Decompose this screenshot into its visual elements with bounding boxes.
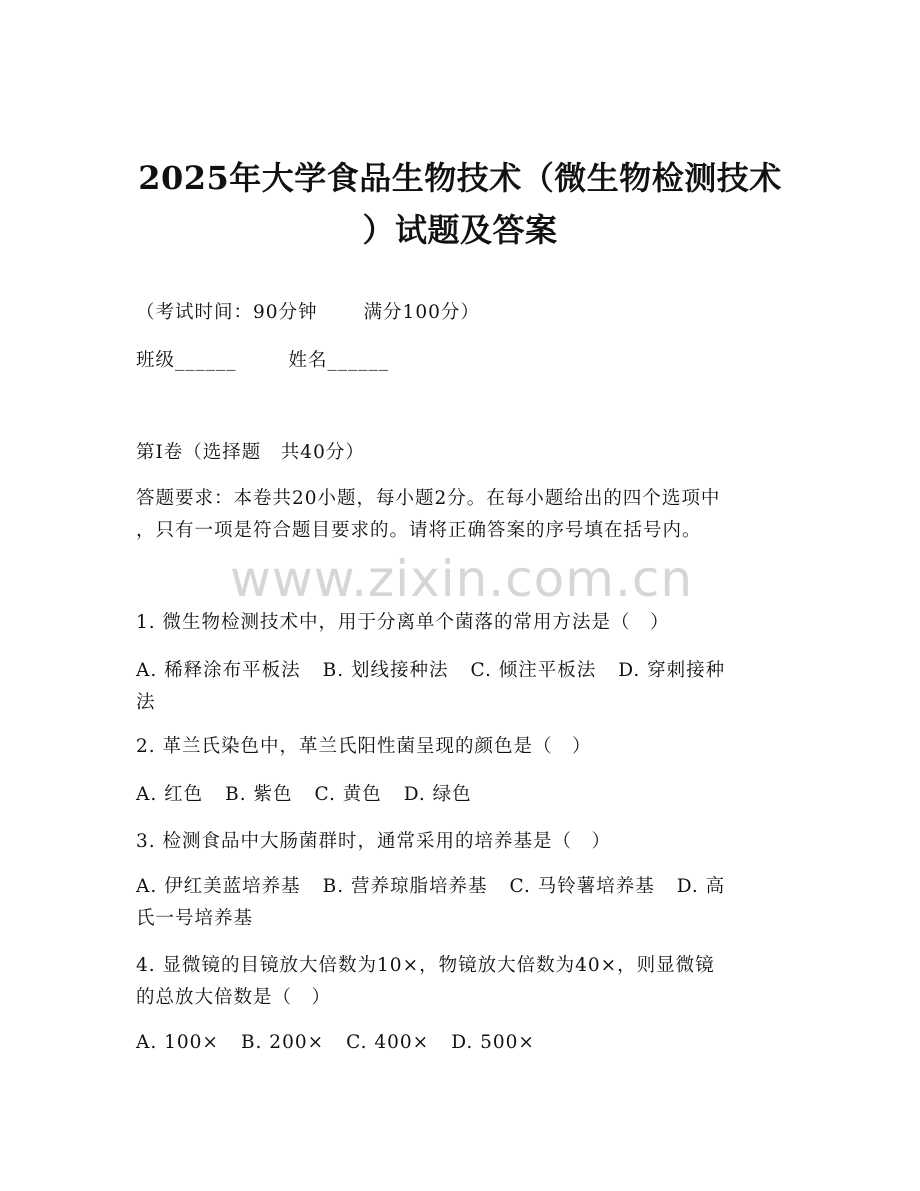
exam-info (136, 297, 786, 329)
instructions-line-1: 答题要求：本卷共20小题，每小题2分。在每小题给出的四个选项中 (136, 488, 721, 509)
exam-time: （考试时间：90分钟 (136, 302, 318, 323)
question-3-option-c: C. 马铃薯培养基 (509, 876, 655, 897)
watermark: www.zixin.com.cn (230, 550, 694, 608)
question-3-options (136, 871, 786, 903)
question-4-option-b: B. 200× (240, 1032, 325, 1053)
question-2-option-c: C. 黄色 (314, 784, 382, 805)
class-field: 班级______ (136, 350, 237, 371)
question-4-options (136, 1027, 786, 1059)
question-2-option-a: A. 红色 (136, 784, 204, 805)
question-4-option-c: C. 400× (346, 1032, 430, 1053)
name-field: 姓名______ (288, 350, 390, 371)
question-3-option-d: D. 高 (676, 876, 726, 897)
question-4-option-d: D. 500× (451, 1032, 535, 1053)
question-1-option-b: B. 划线接种法 (322, 660, 449, 681)
question-2-stem: 2. 革兰氏染色中，革兰氏阳性菌呈现的颜色是（ ） (136, 736, 592, 757)
question-3-options-continued: 氏一号培养基 (136, 908, 254, 929)
section-title: 第I卷（选择题 共40分） (136, 442, 365, 463)
question-4-stem-line-2: 的总放大倍数是（ ） (136, 987, 332, 1008)
question-1-option-a: A. 稀释涂布平板法 (136, 660, 301, 681)
question-3-stem: 3. 检测食品中大肠菌群时，通常采用的培养基是（ ） (136, 831, 612, 852)
question-2-option-d: D. 绿色 (403, 784, 472, 805)
document-title (120, 152, 800, 256)
question-1-option-d: D. 穿刺接种 (618, 660, 726, 681)
title-line-1: 2025年大学食品生物技术（微生物检测技术 (138, 159, 782, 197)
question-1-stem: 1. 微生物检测技术中，用于分离单个菌落的常用方法是（ ） (136, 612, 670, 633)
instructions-line-2: ，只有一项是符合题目要求的。请将正确答案的序号填在括号内。 (136, 520, 702, 541)
question-3-option-a: A. 伊红美蓝培养基 (136, 876, 301, 897)
question-3-option-b: B. 营养琼脂培养基 (322, 876, 488, 897)
student-fields (136, 345, 786, 377)
title-line-2: ）试题及答案 (362, 211, 558, 249)
question-4-option-a: A. 100× (136, 1032, 219, 1053)
question-4-stem-line-1: 4. 显微镜的目镜放大倍数为10×，物镜放大倍数为40×，则显微镜 (136, 955, 715, 976)
question-2-option-b: B. 紫色 (225, 784, 293, 805)
question-1-option-c: C. 倾注平板法 (470, 660, 597, 681)
question-2-options (136, 779, 786, 811)
question-1-options (136, 655, 786, 687)
exam-score: 满分100分） (363, 302, 480, 323)
question-1-options-continued: 法 (136, 692, 156, 713)
